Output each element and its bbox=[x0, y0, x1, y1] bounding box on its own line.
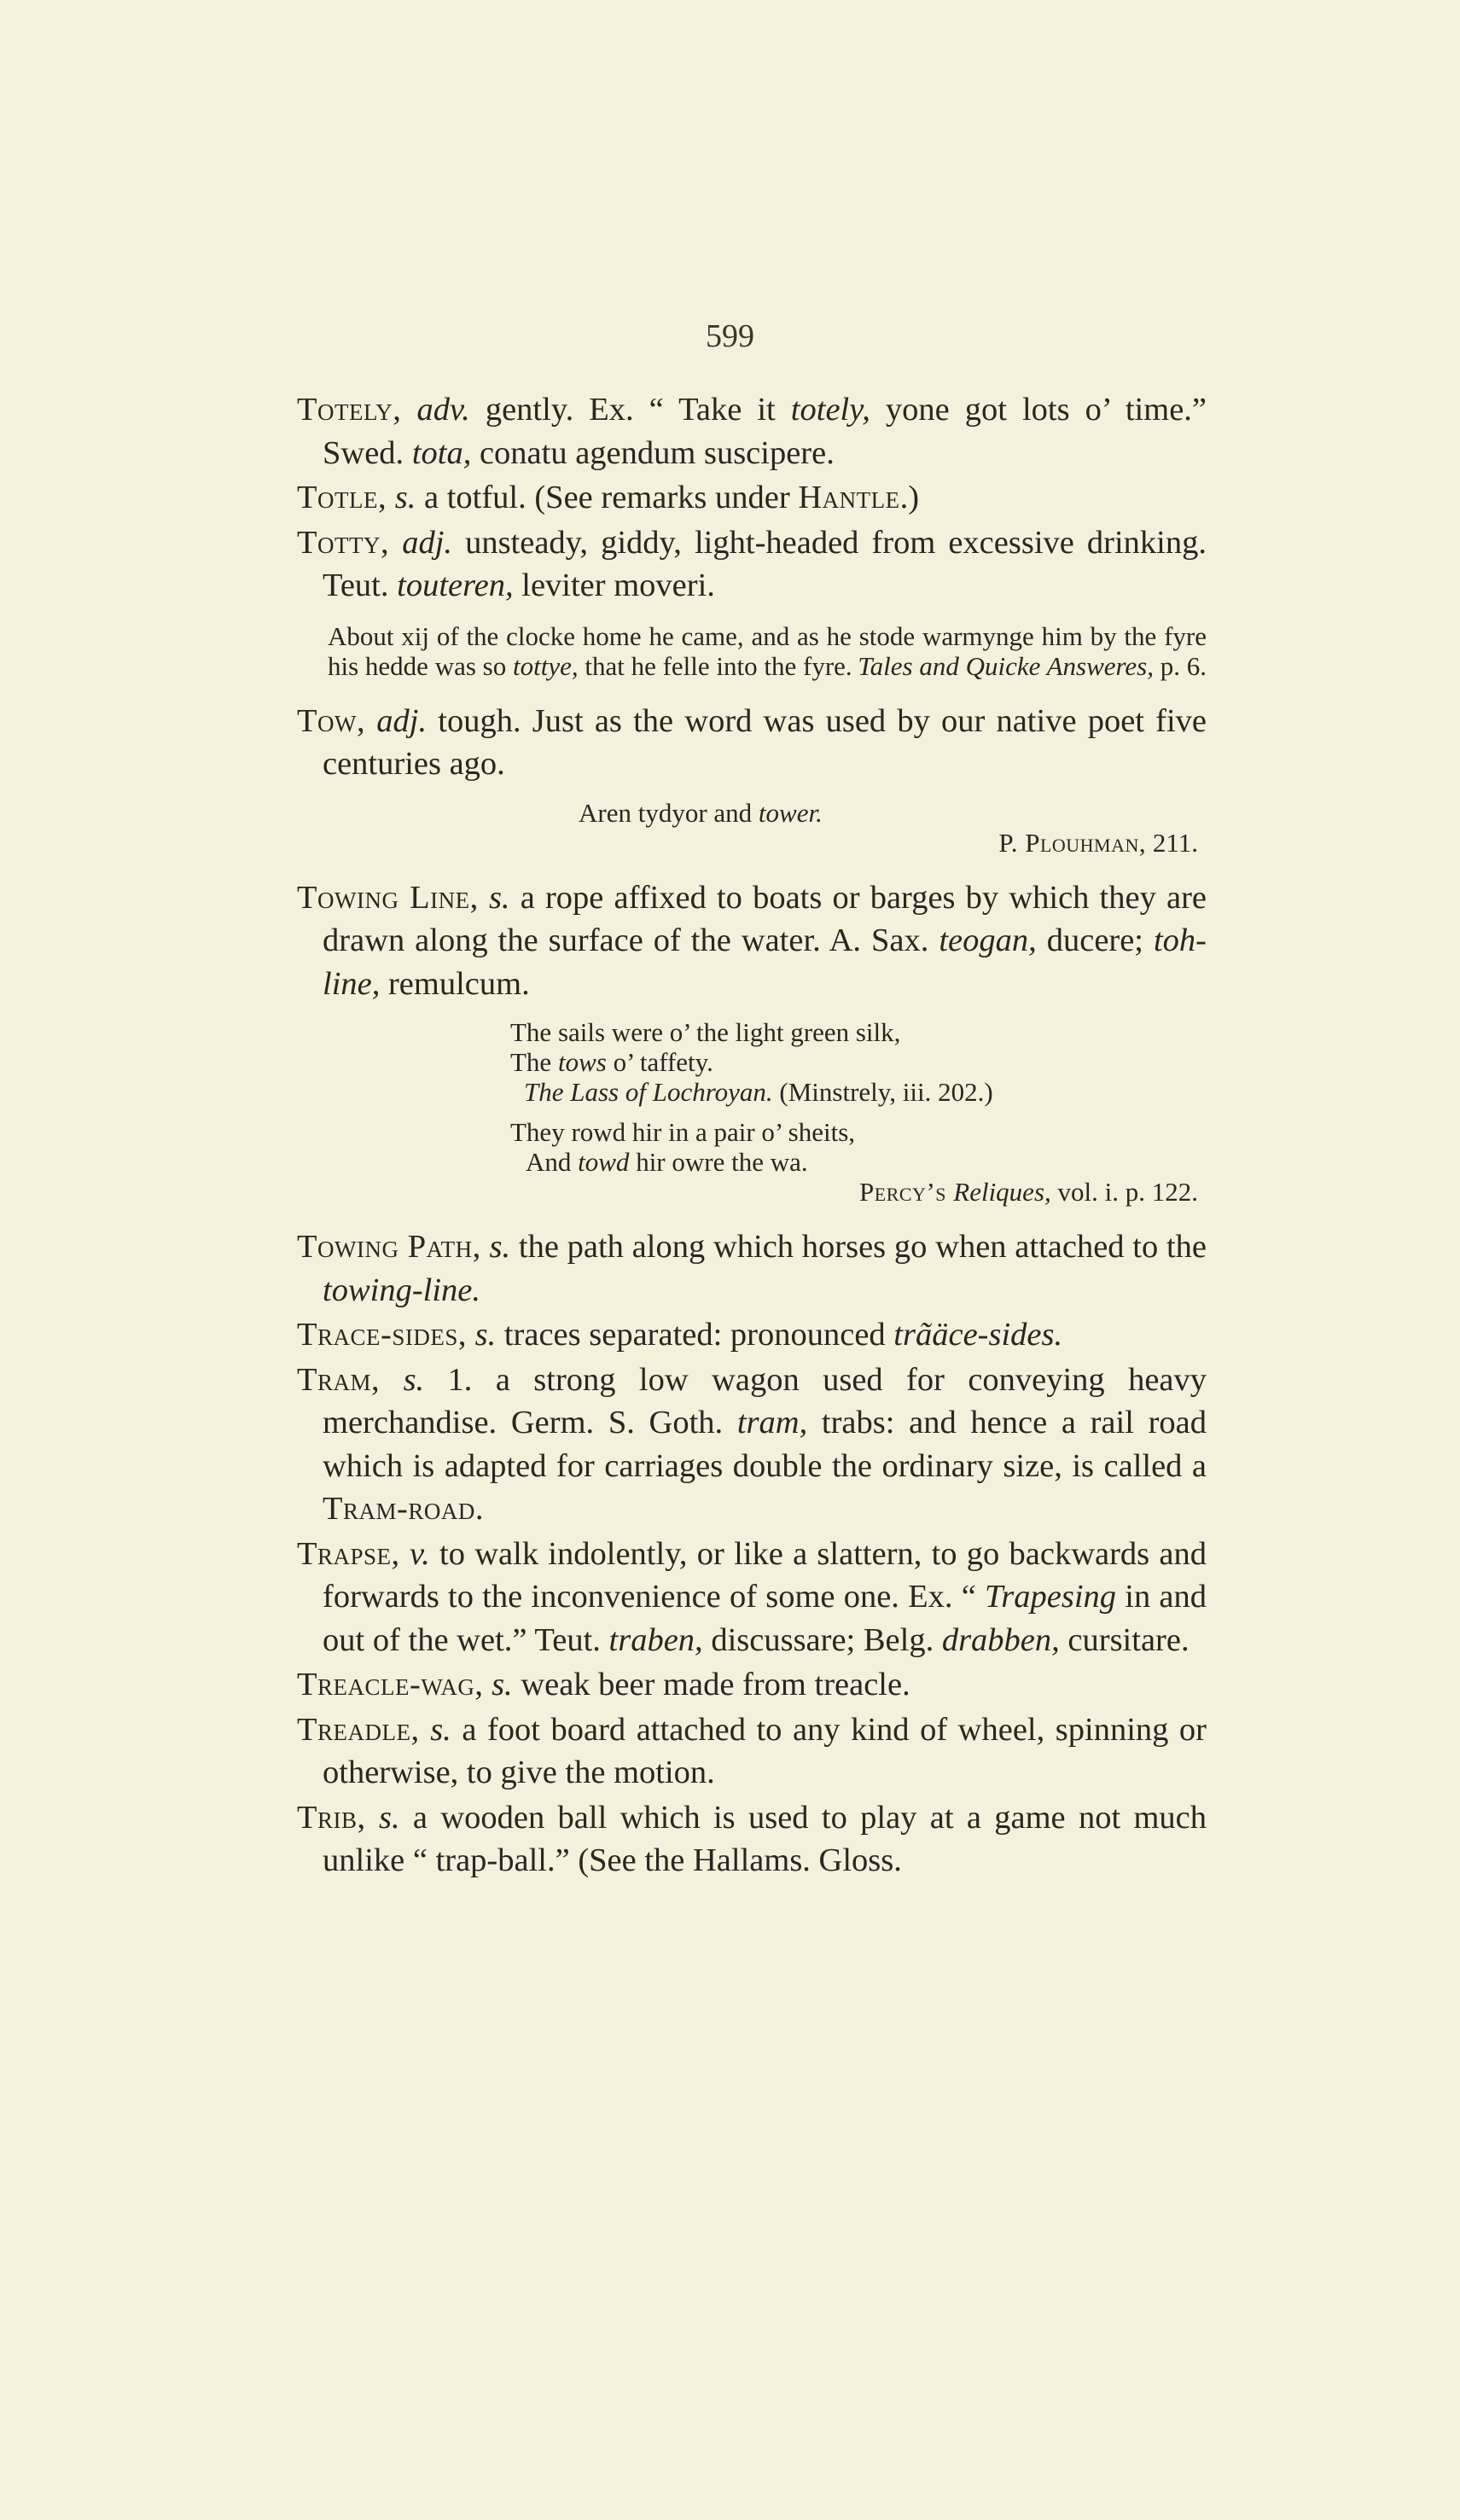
definition-text: a foot board attached to any kind of wheel, spinning or otherwise, to give the motion. bbox=[323, 1711, 1207, 1790]
verse-text: o’ taffety. bbox=[606, 1047, 713, 1077]
verse-line bbox=[297, 1047, 1207, 1077]
cross-reference: Tram-road bbox=[323, 1491, 475, 1527]
definition-text: in and out of the wet.” Teut. bbox=[323, 1579, 1207, 1658]
entry-tow bbox=[297, 700, 1207, 786]
part-of-speech: s. bbox=[394, 480, 416, 515]
etymology-italic: touteren, bbox=[397, 567, 514, 603]
headword: Totely, bbox=[297, 392, 402, 428]
etymology-italic: teogan, bbox=[939, 922, 1037, 958]
verse-text: hir owre the wa. bbox=[629, 1147, 808, 1177]
entry-treadle bbox=[297, 1708, 1207, 1795]
glossary-content bbox=[297, 388, 1207, 1884]
source-page: p. 6. bbox=[1154, 650, 1207, 681]
definition-text: a wooden ball which is used to play at a game not much unlike “ trap-ball.” (See the Hallams. Gloss. bbox=[323, 1799, 1207, 1878]
source-page: (Minstrely, iii. 202.) bbox=[772, 1077, 993, 1107]
entry-treacle-wag bbox=[297, 1663, 1207, 1707]
definition-text: to walk indolently, or like a slattern, to go backwards and forwards to the inconvenience of some one. Ex. “ bbox=[323, 1535, 1207, 1615]
part-of-speech: s. bbox=[488, 879, 510, 916]
definition-text: trabs: and hence a rail road which is adapted for carriages double the ordinary size, is called a bbox=[323, 1405, 1207, 1484]
headword: Treadle, bbox=[297, 1711, 420, 1748]
etymology-italic: tram, bbox=[736, 1405, 808, 1440]
part-of-speech: s. bbox=[430, 1711, 451, 1748]
quotation-tow bbox=[297, 798, 1207, 858]
definition-text: remulcum. bbox=[380, 965, 530, 1002]
source-title: Tales and Quicke Answeres, bbox=[858, 650, 1154, 681]
pronunciation-italic: trãäce-sides. bbox=[893, 1317, 1063, 1353]
definition-text: 1. a strong low wagon used for conveying heavy merchandise. Germ. S. Goth. bbox=[323, 1361, 1207, 1440]
headword: Totty, bbox=[297, 524, 390, 561]
example-italic: Trapesing bbox=[985, 1579, 1117, 1615]
headword: Treacle-wag, bbox=[297, 1667, 484, 1702]
entry-tram bbox=[297, 1359, 1207, 1531]
entry-totty bbox=[297, 521, 1207, 608]
verse-text: Aren tydyor and bbox=[579, 797, 759, 828]
definition-text: the path along which horses go when attached to the bbox=[510, 1229, 1207, 1265]
definition-text: traces separated: pronounced bbox=[496, 1317, 894, 1353]
verse-italic: towd bbox=[578, 1147, 630, 1177]
entry-towing-path bbox=[297, 1225, 1207, 1312]
definition-text: leviter moveri. bbox=[513, 567, 715, 603]
headword: Totle, bbox=[297, 480, 387, 515]
part-of-speech: s. bbox=[474, 1317, 497, 1353]
verse-line: The sails were o’ the light green silk, bbox=[510, 1017, 901, 1047]
entry-towing-line bbox=[297, 876, 1207, 1006]
part-of-speech: s. bbox=[403, 1361, 425, 1398]
quotation-italic: tottye, bbox=[512, 650, 579, 681]
headword: Tram, bbox=[297, 1361, 381, 1398]
verse-line bbox=[297, 798, 1207, 828]
verse-text: The bbox=[510, 1047, 558, 1077]
quotation-text: that he felle into the fyre. bbox=[578, 650, 852, 681]
verse-line bbox=[297, 1147, 1207, 1177]
part-of-speech: adj. bbox=[402, 524, 453, 561]
part-of-speech: adj. bbox=[376, 702, 428, 739]
quotation-source bbox=[297, 1177, 1207, 1207]
entry-trace-sides bbox=[297, 1313, 1207, 1357]
verse-text: And bbox=[526, 1147, 579, 1177]
source-title: The Lass of Lochroyan. bbox=[524, 1077, 773, 1107]
part-of-speech: adv. bbox=[416, 392, 470, 428]
definition-text: weak beer made from treacle. bbox=[512, 1667, 910, 1702]
source-title: P. Plouhman, bbox=[998, 827, 1147, 858]
entry-totely bbox=[297, 388, 1207, 474]
verse-italic: tows bbox=[557, 1047, 607, 1077]
part-of-speech: s. bbox=[489, 1229, 511, 1265]
headword: Trib, bbox=[297, 1799, 366, 1836]
source-page: vol. i. p. 122. bbox=[1050, 1177, 1198, 1207]
example-italic: totely, bbox=[790, 392, 870, 428]
etymology-italic: toh-line, bbox=[323, 922, 1207, 1002]
definition-text: ducere; bbox=[1036, 922, 1154, 958]
etymology-italic: tota, bbox=[411, 434, 472, 471]
part-of-speech: v. bbox=[409, 1535, 430, 1572]
part-of-speech: s. bbox=[378, 1799, 400, 1836]
quotation-source bbox=[858, 651, 1207, 681]
source-title: Reliques, bbox=[953, 1177, 1051, 1207]
definition-text: a rope affixed to boats or barges by which they are drawn along the surface of the water. A. Sax. bbox=[323, 879, 1207, 958]
quotation-totty bbox=[328, 621, 1207, 681]
quotation-text: About xij of the clocke home he came, and as he stode warmynge him by the fyre his hedde was so bbox=[328, 620, 1207, 681]
quotation-source bbox=[297, 828, 1207, 858]
definition-text: a totful. (See remarks under bbox=[416, 480, 799, 515]
definition-text: yone got lots o’ time.” Swed. bbox=[323, 392, 1207, 471]
verse-italic: tower. bbox=[758, 797, 823, 828]
quotation-towing-line bbox=[297, 1017, 1207, 1207]
entry-totle bbox=[297, 476, 1207, 520]
etymology-italic: drabben, bbox=[941, 1621, 1060, 1658]
headword: Tow, bbox=[297, 702, 366, 739]
source-page: 211. bbox=[1146, 827, 1198, 858]
headword: Trace-sides, bbox=[297, 1317, 467, 1353]
definition-text: unsteady, giddy, light-headed from excessive drinking. Teut. bbox=[323, 524, 1207, 603]
definition-text: . bbox=[474, 1491, 484, 1527]
definition-text: cursitare. bbox=[1059, 1621, 1190, 1658]
definition-text: .) bbox=[899, 480, 920, 515]
headword: Trapse, bbox=[297, 1535, 400, 1572]
page-number: 599 bbox=[706, 318, 754, 354]
quotation-source bbox=[297, 1077, 1207, 1107]
definition-text: discussare; Belg. bbox=[702, 1621, 942, 1658]
entry-trapse bbox=[297, 1533, 1207, 1662]
part-of-speech: s. bbox=[492, 1667, 513, 1702]
cross-reference: Hantle bbox=[798, 480, 900, 515]
etymology-italic: traben, bbox=[608, 1621, 703, 1658]
definition-text: tough. Just as the word was used by our native poet five centuries ago. bbox=[323, 702, 1207, 782]
entry-trib bbox=[297, 1796, 1207, 1883]
cross-reference: towing-line. bbox=[323, 1272, 480, 1308]
source-author: Percy’s bbox=[859, 1177, 954, 1207]
headword: Towing Path, bbox=[297, 1229, 481, 1265]
definition-text: conatu agendum suscipere. bbox=[471, 434, 835, 471]
headword: Towing Line, bbox=[297, 879, 479, 916]
verse-line: They rowd hir in a pair o’ sheits, bbox=[510, 1117, 856, 1147]
definition-text: gently. Ex. “ Take it bbox=[469, 392, 791, 428]
